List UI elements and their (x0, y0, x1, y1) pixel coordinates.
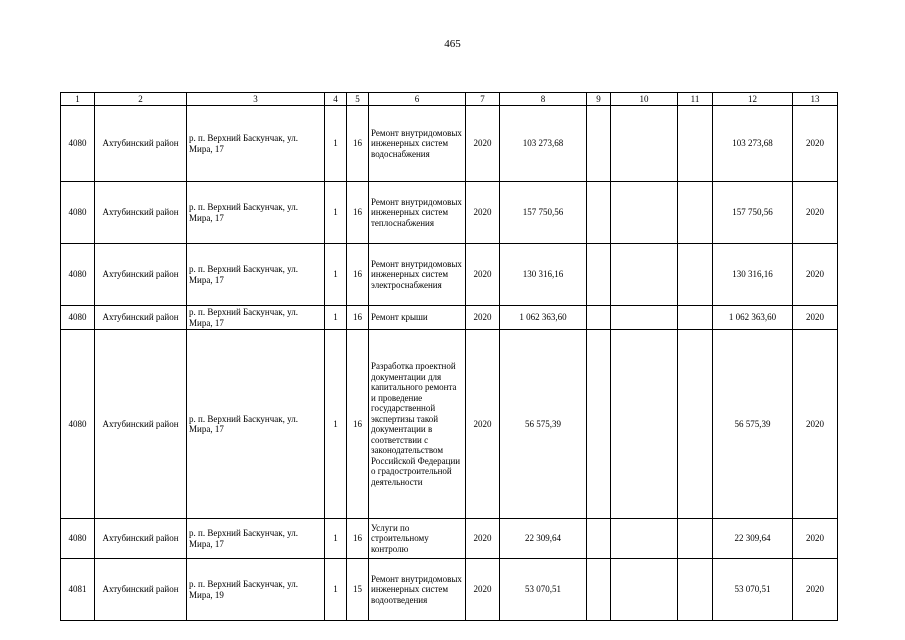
object-id-cell: 4080 (61, 519, 95, 559)
header-cell-9: 9 (587, 93, 611, 106)
header-cell-1: 1 (61, 93, 95, 106)
col-11-cell (678, 519, 713, 559)
address-cell: р. п. Верхний Баскунчак, ул. Мира, 17 (187, 182, 325, 244)
address-cell: р. п. Верхний Баскунчак, ул. Мира, 17 (187, 244, 325, 306)
address-cell: р. п. Верхний Баскунчак, ул. Мира, 17 (187, 330, 325, 519)
year-cell: 2020 (466, 244, 500, 306)
col-10-cell (611, 306, 678, 330)
header-cell-10: 10 (611, 93, 678, 106)
end-year-cell: 2020 (793, 330, 838, 519)
work-type-cell: Ремонт внутридомовых инженерных систем электроснабжения (369, 244, 466, 306)
work-type-cell: Ремонт внутридомовых инженерных систем водоотведения (369, 559, 466, 621)
table-row (61, 244, 838, 306)
object-id-cell: 4080 (61, 244, 95, 306)
col-10-cell (611, 330, 678, 519)
table-row (61, 330, 838, 519)
col-9-cell (587, 559, 611, 621)
header-cell-8: 8 (500, 93, 587, 106)
col-4-cell: 1 (325, 330, 347, 519)
end-year-cell: 2020 (793, 182, 838, 244)
end-year-cell: 2020 (793, 559, 838, 621)
year-cell: 2020 (466, 519, 500, 559)
col-10-cell (611, 559, 678, 621)
col-10-cell (611, 519, 678, 559)
total-cost-cell: 130 316,16 (713, 244, 793, 306)
work-type-cell: Услуги по строительному контролю (369, 519, 466, 559)
object-id-cell: 4080 (61, 330, 95, 519)
object-id-cell: 4080 (61, 182, 95, 244)
cost-cell: 157 750,56 (500, 182, 587, 244)
district-cell: Ахтубинский район (95, 559, 187, 621)
table-row (61, 106, 838, 182)
cost-cell: 130 316,16 (500, 244, 587, 306)
header-cell-11: 11 (678, 93, 713, 106)
col-11-cell (678, 330, 713, 519)
header-cell-12: 12 (713, 93, 793, 106)
cost-cell: 53 070,51 (500, 559, 587, 621)
col-4-cell: 1 (325, 306, 347, 330)
total-cost-cell: 1 062 363,60 (713, 306, 793, 330)
col-4-cell: 1 (325, 559, 347, 621)
col-5-cell: 16 (347, 182, 369, 244)
table-body (61, 106, 838, 621)
header-cell-7: 7 (466, 93, 500, 106)
cost-cell: 56 575,39 (500, 330, 587, 519)
total-cost-cell: 157 750,56 (713, 182, 793, 244)
header-cell-2: 2 (95, 93, 187, 106)
object-id-cell: 4080 (61, 106, 95, 182)
col-9-cell (587, 106, 611, 182)
col-11-cell (678, 106, 713, 182)
header-cell-6: 6 (369, 93, 466, 106)
year-cell: 2020 (466, 330, 500, 519)
work-type-cell: Разработка проектной документации для капитального ремонта и проведение государственной экспертизы такой документации в соответствии с законодательством Российской Федерации о градостроительной деятельности (369, 330, 466, 519)
object-id-cell: 4080 (61, 306, 95, 330)
total-cost-cell: 56 575,39 (713, 330, 793, 519)
district-cell: Ахтубинский район (95, 306, 187, 330)
col-11-cell (678, 306, 713, 330)
col-11-cell (678, 244, 713, 306)
year-cell: 2020 (466, 559, 500, 621)
col-9-cell (587, 244, 611, 306)
col-4-cell: 1 (325, 182, 347, 244)
district-cell: Ахтубинский район (95, 106, 187, 182)
cost-cell: 103 273,68 (500, 106, 587, 182)
work-type-cell: Ремонт внутридомовых инженерных систем водоснабжения (369, 106, 466, 182)
col-9-cell (587, 182, 611, 244)
col-9-cell (587, 330, 611, 519)
address-cell: р. п. Верхний Баскунчак, ул. Мира, 17 (187, 106, 325, 182)
total-cost-cell: 53 070,51 (713, 559, 793, 621)
cost-cell: 1 062 363,60 (500, 306, 587, 330)
district-cell: Ахтубинский район (95, 182, 187, 244)
table-row (61, 559, 838, 621)
col-4-cell: 1 (325, 244, 347, 306)
end-year-cell: 2020 (793, 244, 838, 306)
district-cell: Ахтубинский район (95, 244, 187, 306)
table-row (61, 306, 838, 330)
total-cost-cell: 22 309,64 (713, 519, 793, 559)
address-cell: р. п. Верхний Баскунчак, ул. Мира, 17 (187, 519, 325, 559)
header-cell-3: 3 (187, 93, 325, 106)
header-row (61, 93, 838, 106)
col-5-cell: 16 (347, 106, 369, 182)
table-header (61, 93, 838, 106)
header-cell-13: 13 (793, 93, 838, 106)
cost-cell: 22 309,64 (500, 519, 587, 559)
year-cell: 2020 (466, 306, 500, 330)
col-11-cell (678, 182, 713, 244)
col-5-cell: 16 (347, 330, 369, 519)
header-cell-5: 5 (347, 93, 369, 106)
col-9-cell (587, 519, 611, 559)
col-10-cell (611, 182, 678, 244)
col-4-cell: 1 (325, 519, 347, 559)
col-5-cell: 16 (347, 519, 369, 559)
district-cell: Ахтубинский район (95, 330, 187, 519)
capital-repair-table (60, 92, 838, 621)
address-cell: р. п. Верхний Баскунчак, ул. Мира, 17 (187, 306, 325, 330)
col-10-cell (611, 244, 678, 306)
col-11-cell (678, 559, 713, 621)
object-id-cell: 4081 (61, 559, 95, 621)
col-5-cell: 16 (347, 244, 369, 306)
year-cell: 2020 (466, 182, 500, 244)
col-5-cell: 15 (347, 559, 369, 621)
total-cost-cell: 103 273,68 (713, 106, 793, 182)
table-row (61, 519, 838, 559)
end-year-cell: 2020 (793, 106, 838, 182)
address-cell: р. п. Верхний Баскунчак, ул. Мира, 19 (187, 559, 325, 621)
work-type-cell: Ремонт крыши (369, 306, 466, 330)
col-9-cell (587, 306, 611, 330)
col-10-cell (611, 106, 678, 182)
end-year-cell: 2020 (793, 519, 838, 559)
end-year-cell: 2020 (793, 306, 838, 330)
col-5-cell: 16 (347, 306, 369, 330)
col-4-cell: 1 (325, 106, 347, 182)
year-cell: 2020 (466, 106, 500, 182)
page-number: 465 (444, 38, 461, 50)
work-type-cell: Ремонт внутридомовых инженерных систем теплоснабжения (369, 182, 466, 244)
district-cell: Ахтубинский район (95, 519, 187, 559)
table-row (61, 182, 838, 244)
header-cell-4: 4 (325, 93, 347, 106)
